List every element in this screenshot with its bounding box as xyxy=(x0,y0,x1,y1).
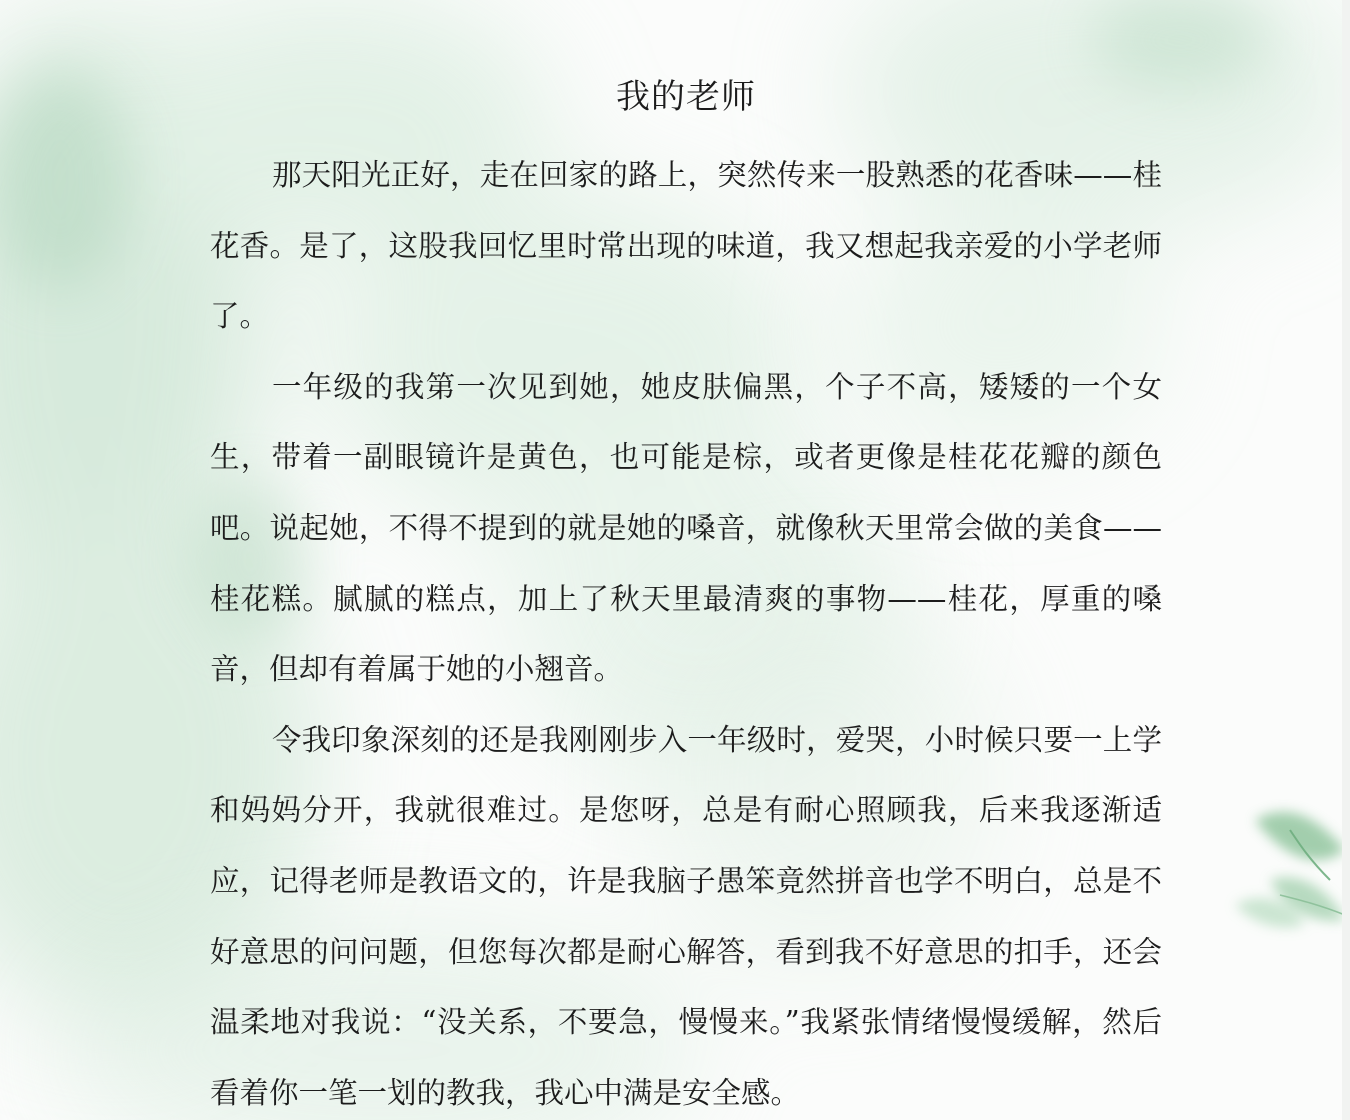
article-title: 我的老师 xyxy=(616,77,756,117)
paragraph-1: 那天阳光正好，走在回家的路上，突然传来一股熟悉的花香味——桂花香。是了，这股我回忆里时常出现的味道，我又想起我亲爱的小学老师了。 xyxy=(210,158,1162,334)
paragraph-2: 一年级的我第一次见到她，她皮肤偏黑，个子不高，矮矮的一个女生，带着一副眼镜许是黄色，也可能是棕，或者更像是桂花花瓣的颜色吧。说起她，不得不提到的就是她的嗓音，就像秋天里常会做的美食——桂花糕。腻腻的糕点，加上了秋天里最清爽的事物——桂花，厚重的嗓音，但却有着属于她的小翘音。 xyxy=(210,369,1162,687)
article xyxy=(210,72,1162,1120)
paragraph-3: 令我印象深刻的还是我刚刚步入一年级时，爱哭，小时候只要一上学和妈妈分开，我就很难过。是您呀，总是有耐心照顾我，后来我逐渐适应，记得老师是教语文的，许是我脑子愚笨竟然拼音也学不明白，总是不好意思的问问题，但您每次都是耐心解答，看到我不好意思的扣手，还会温柔地对我说：“没关系，不要急，慢慢来。”我紧张情绪慢慢缓解，然后看着你一笔一划的教我，我心中满是安全感。 xyxy=(210,722,1162,1110)
